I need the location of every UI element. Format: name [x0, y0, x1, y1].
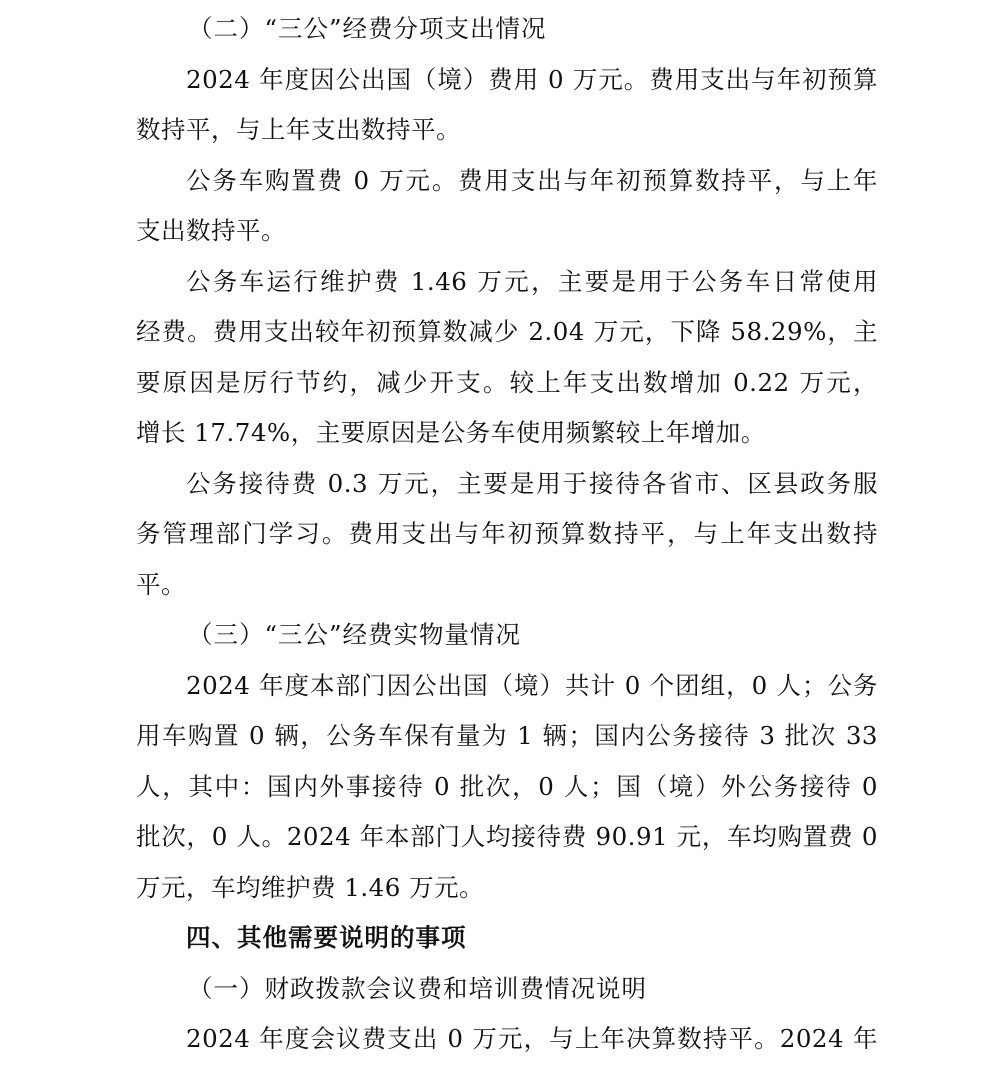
paragraph-physical-line: 2024 年度本部门因公出国（境）共计 0 个团组，0 人；公务: [186, 670, 878, 700]
paragraph-vehicle-maintenance-line: 公务车运行维护费 1.46 万元，主要是用于公务车日常使用: [186, 266, 878, 296]
paragraph-overseas-line: 2024 年度因公出国（境）费用 0 万元。费用支出与年初预算: [186, 64, 878, 94]
subheading-three-public-physical: （三）“三公”经费实物量情况: [188, 620, 522, 649]
paragraph-vehicle-maintenance-line: 要原因是厉行节约，减少开支。较上年支出数增加 0.22 万元，: [136, 367, 878, 397]
section-heading-other-matters: 四、其他需要说明的事项: [186, 923, 467, 952]
paragraph-vehicle-purchase-line: 公务车购置费 0 万元。费用支出与年初预算数持平，与上年: [186, 165, 878, 195]
subheading-three-public-breakdown: （二）“三公”经费分项支出情况: [188, 14, 547, 43]
subheading-meeting-training: （一）财政拨款会议费和培训费情况说明: [188, 973, 647, 1003]
paragraph-physical-line: 用车购置 0 辆，公务车保有量为 1 辆；国内公务接待 3 批次 33: [136, 721, 878, 750]
paragraph-physical-line: 万元，车均维护费 1.46 万元。: [136, 872, 485, 902]
document-page: [136, 4, 878, 1065]
paragraph-reception-line: 平。: [136, 569, 186, 599]
paragraph-meeting-line: 2024 年度会议费支出 0 万元，与上年决算数持平。2024 年: [186, 1024, 878, 1053]
paragraph-vehicle-purchase-line: 支出数持平。: [136, 216, 286, 245]
paragraph-vehicle-maintenance-line: 增长 17.74%，主要原因是公务车使用频繁较上年增加。: [136, 418, 766, 447]
paragraph-physical-line: 批次，0 人。2024 年本部门人均接待费 90.91 元，车均购置费 0: [136, 822, 878, 851]
paragraph-overseas-line: 数持平，与上年支出数持平。: [136, 115, 461, 144]
paragraph-reception-line: 公务接待费 0.3 万元，主要是用于接待各省市、区县政务服: [186, 468, 878, 498]
paragraph-vehicle-maintenance-line: 经费。费用支出较年初预算数减少 2.04 万元，下降 58.29%，主: [136, 317, 878, 346]
paragraph-reception-line: 务管理部门学习。费用支出与年初预算数持平，与上年支出数持: [136, 519, 878, 548]
paragraph-physical-line: 人，其中：国内外事接待 0 批次，0 人；国（境）外公务接待 0: [136, 771, 878, 801]
